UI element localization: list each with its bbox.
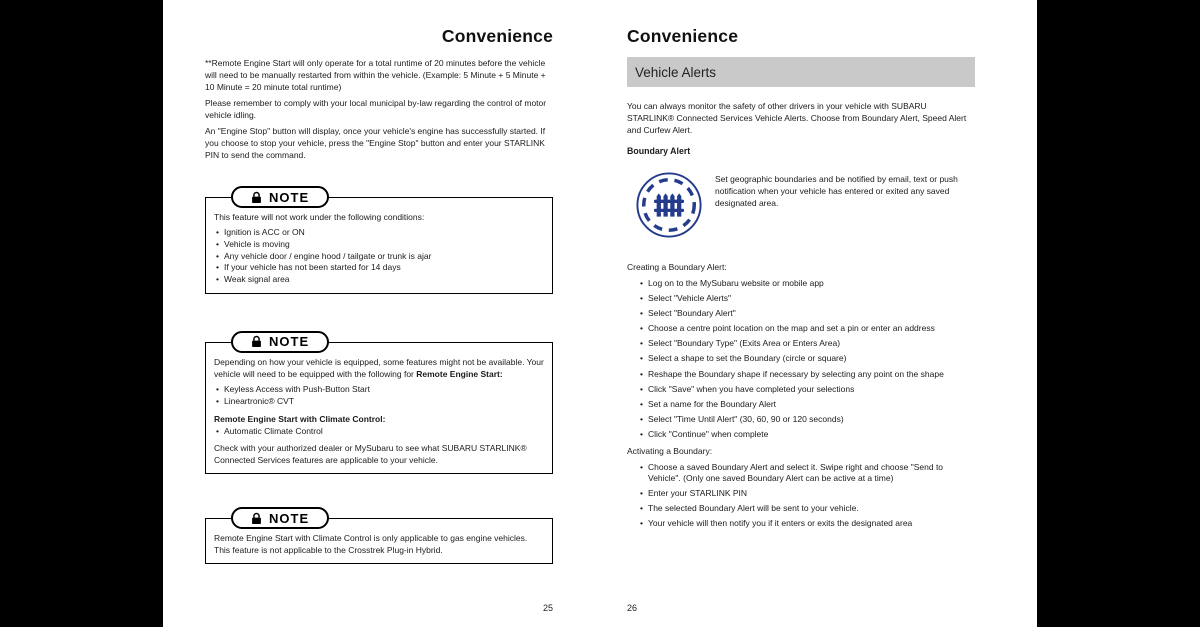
note2-intro	[214, 356, 544, 380]
activating-list	[627, 462, 975, 530]
lock-icon	[251, 335, 262, 348]
paragraph-remote-start-runtime: **Remote Engine Start will only operate for a total runtime of 20 minutes before the vehicle will need to be manually restarted from within the vehicle. (Example: 5 Minute + 5 Minute + 10 Minute = 20 minute total runtime)	[205, 58, 546, 92]
list-item: • Click "Save" when you have completed your selections	[627, 384, 975, 396]
list-item: • Automatic Climate Control	[214, 426, 544, 438]
manual-spread	[163, 0, 1037, 627]
note2-list-remote-start	[214, 384, 544, 408]
fence-boundary-icon	[635, 171, 703, 239]
activating-heading: Activating a Boundary:	[627, 445, 713, 456]
section-header-label: Vehicle Alerts	[635, 64, 717, 80]
list-item: • Enter your STARLINK PIN	[627, 488, 975, 500]
list-item: • Log on to the MySubaru website or mobile app	[627, 278, 975, 290]
page-number-left: 25	[542, 603, 553, 613]
lock-icon	[251, 512, 262, 525]
section-header-vehicle-alerts	[627, 57, 975, 87]
list-item: • Any vehicle door / engine hood / tailgate or trunk is ajar	[214, 251, 544, 263]
note-box-conditions	[205, 189, 553, 294]
note3-body: Remote Engine Start with Climate Control is only applicable to gas engine vehicles. This feature is not applicable to the Crosstrek Plug-in Hybrid.	[214, 533, 528, 556]
list-item: • Click "Continue" when complete	[627, 429, 975, 441]
paragraph-idling-bylaw: Please remember to comply with your local municipal by-law regarding the control of motor vehicle idling.	[205, 98, 547, 120]
note2-intro-bold: Remote Engine Start:	[416, 368, 503, 379]
page-title-right: Convenience	[627, 26, 739, 46]
list-item: • Your vehicle will then notify you if it enters or exits the designated area	[627, 518, 975, 530]
note-label: NOTE	[269, 189, 310, 205]
list-item: • Select "Time Until Alert" (30, 60, 90 or 120 seconds)	[627, 414, 975, 426]
list-item: • Select "Boundary Type" (Exits Area or Enters Area)	[627, 338, 975, 350]
lock-icon	[251, 191, 262, 204]
page-25	[163, 0, 600, 627]
list-item: • Choose a saved Boundary Alert and select it. Swipe right and choose "Send to Vehicle". (Only one saved Boundary Alert can be active at a time)	[627, 462, 975, 485]
vehicle-alerts-intro: You can always monitor the safety of other drivers in your vehicle with SUBARU STARLINK® Connected Services Vehicle Alerts. Choose from Boundary Alert, Speed Alert and Curfew Alert.	[627, 101, 967, 135]
note2-subheading: Remote Engine Start with Climate Control:	[214, 413, 386, 424]
note1-list	[214, 227, 544, 286]
list-item: • Keyless Access with Push-Button Start	[214, 384, 544, 396]
list-item: • Vehicle is moving	[214, 239, 544, 251]
boundary-alert-heading: Boundary Alert	[627, 146, 691, 156]
list-item: • Select "Boundary Alert"	[627, 308, 975, 320]
list-item: • Set a name for the Boundary Alert	[627, 399, 975, 411]
creating-heading: Creating a Boundary Alert:	[627, 262, 727, 272]
list-item: • Lineartronic® CVT	[214, 396, 544, 408]
boundary-icon-row	[635, 171, 975, 239]
note-label: NOTE	[269, 334, 310, 350]
page-number-right: 26	[627, 603, 638, 613]
page-26	[600, 0, 1037, 627]
boundary-description: Set geographic boundaries and be notified by email, text or push notification when your vehicle has entered or exited any saved designated area.	[715, 174, 958, 208]
note2-intro-text: Depending on how your vehicle is equipped, some features might not be available. Your vehicle will need to be equipped with the following for	[214, 356, 544, 379]
note-box-hybrid	[205, 510, 553, 564]
list-item: • Select a shape to set the Boundary (circle or square)	[627, 353, 975, 365]
list-item: • Reshape the Boundary shape if necessary by selecting any point on the shape	[627, 369, 975, 381]
note-tab	[231, 331, 329, 353]
note-tab	[231, 186, 329, 208]
note2-list-climate	[214, 426, 544, 438]
note2-closing: Check with your authorized dealer or MySubaru to see what SUBARU STARLINK® Connected Services features are applicable to your vehicle.	[214, 443, 527, 466]
list-item: • Ignition is ACC or ON	[214, 227, 544, 239]
list-item: • Select "Vehicle Alerts"	[627, 293, 975, 305]
note-box-equipment	[205, 334, 553, 474]
list-item: • The selected Boundary Alert will be sent to your vehicle.	[627, 503, 975, 515]
note1-intro: This feature will not work under the following conditions:	[214, 212, 425, 222]
list-item: • If your vehicle has not been started for 14 days	[214, 262, 544, 274]
note-tab	[231, 507, 329, 529]
page-title-left: Convenience	[441, 26, 553, 46]
list-item: • Weak signal area	[214, 274, 544, 286]
list-item: • Choose a centre point location on the map and set a pin or enter an address	[627, 323, 975, 335]
note-label: NOTE	[269, 510, 310, 526]
creating-list	[627, 278, 975, 441]
paragraph-engine-stop: An "Engine Stop" button will display, once your vehicle's engine has successfully started. If you choose to stop your vehicle, press the "Engine Stop" button and enter your STARLINK PIN to send the command.	[205, 126, 546, 160]
